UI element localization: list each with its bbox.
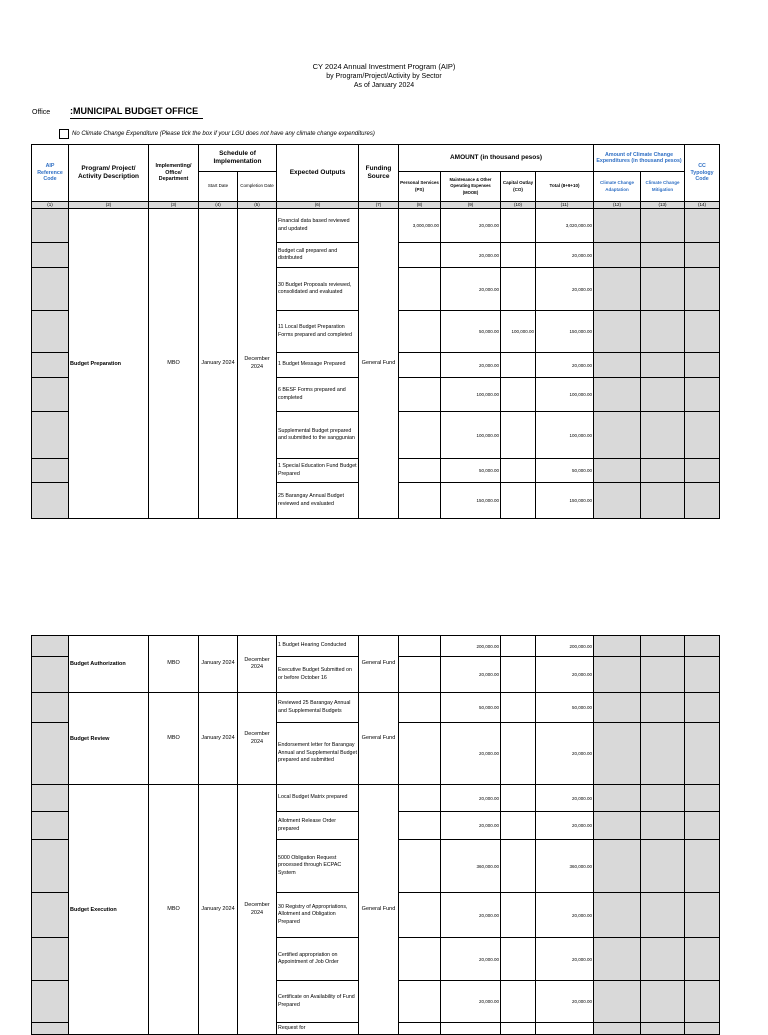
- ps-cell: [399, 412, 441, 459]
- ps-cell: [399, 893, 441, 938]
- total-cell: [536, 1023, 594, 1035]
- cc-adaptation-cell: [594, 483, 641, 519]
- total-cell: 100,000.00: [536, 412, 594, 459]
- mooe-cell: 50,000.00: [441, 311, 501, 353]
- mooe-cell: 20,000.00: [441, 353, 501, 378]
- start-date-cell: January 2024: [199, 693, 238, 785]
- ps-cell: [399, 938, 441, 981]
- ps-cell: [399, 785, 441, 812]
- cc-adaptation-cell: [594, 268, 641, 311]
- co-cell: [501, 812, 536, 840]
- col-number: (2): [69, 202, 149, 209]
- total-cell: 20,000.00: [536, 353, 594, 378]
- cc-mitigation-cell: [641, 657, 685, 693]
- cc-typology-cell: [685, 636, 720, 657]
- aip-ref-cell: [32, 1023, 69, 1035]
- cc-adaptation-cell: [594, 840, 641, 893]
- total-cell: 20,000.00: [536, 657, 594, 693]
- cc-mitigation-cell: [641, 1023, 685, 1035]
- aip-ref-cell: [32, 243, 69, 268]
- table-row: [32, 693, 720, 723]
- ps-cell: [399, 636, 441, 657]
- program-cell: Budget Execution: [69, 785, 149, 1035]
- total-cell: 200,000.00: [536, 636, 594, 657]
- cc-mitigation-cell: [641, 785, 685, 812]
- ps-cell: [399, 311, 441, 353]
- mooe-cell: 100,000.00: [441, 412, 501, 459]
- expected-output-cell: 6 BESF Forms prepared and completed: [277, 378, 359, 412]
- cc-mitigation-cell: [641, 209, 685, 243]
- expected-output-cell: Reviewed 25 Barangay Annual and Supplemental Budgets: [277, 693, 359, 723]
- col-amount: AMOUNT (in thousand pesos): [399, 145, 594, 172]
- col-aip-ref: AIP Reference Code: [32, 145, 69, 202]
- ps-cell: [399, 840, 441, 893]
- expected-output-cell: 30 Budget Proposals reviewed, consolidated and evaluated: [277, 268, 359, 311]
- aip-ref-cell: [32, 268, 69, 311]
- cc-mitigation-cell: [641, 311, 685, 353]
- aip-ref-cell: [32, 938, 69, 981]
- cc-typology-cell: [685, 209, 720, 243]
- mooe-cell: 20,000.00: [441, 723, 501, 785]
- cc-mitigation-cell: [641, 723, 685, 785]
- expected-output-cell: Budget call prepared and distributed: [277, 243, 359, 268]
- mooe-cell: 200,000.00: [441, 636, 501, 657]
- table-row: [32, 785, 720, 812]
- col-cc-adapt: Climate Change Adaptation: [594, 172, 641, 202]
- co-cell: [501, 268, 536, 311]
- total-cell: 150,000.00: [536, 311, 594, 353]
- col-number: (7): [359, 202, 399, 209]
- col-ps: Personal Services (PS): [399, 172, 441, 202]
- total-cell: 20,000.00: [536, 981, 594, 1023]
- mooe-cell: 20,000.00: [441, 657, 501, 693]
- aip-ref-cell: [32, 378, 69, 412]
- cc-typology-cell: [685, 1023, 720, 1035]
- total-cell: 20,000.00: [536, 893, 594, 938]
- co-cell: [501, 378, 536, 412]
- cc-typology-cell: [685, 938, 720, 981]
- expected-output-cell: Financial data based reviewed and updated: [277, 209, 359, 243]
- col-number: (14): [685, 202, 720, 209]
- co-cell: [501, 981, 536, 1023]
- total-cell: 150,000.00: [536, 483, 594, 519]
- cc-adaptation-cell: [594, 378, 641, 412]
- total-cell: 20,000.00: [536, 268, 594, 311]
- mooe-cell: 20,000.00: [441, 812, 501, 840]
- ps-cell: [399, 723, 441, 785]
- col-number: (4): [199, 202, 238, 209]
- ps-cell: [399, 812, 441, 840]
- cc-typology-cell: [685, 785, 720, 812]
- aip-ref-cell: [32, 893, 69, 938]
- col-completion: Completion Date: [238, 172, 277, 202]
- col-number: (13): [641, 202, 685, 209]
- total-cell: 50,000.00: [536, 459, 594, 483]
- cc-mitigation-cell: [641, 378, 685, 412]
- cc-adaptation-cell: [594, 1023, 641, 1035]
- co-cell: [501, 412, 536, 459]
- ps-cell: [399, 459, 441, 483]
- cc-typology-cell: [685, 693, 720, 723]
- aip-ref-cell: [32, 353, 69, 378]
- ps-cell: [399, 483, 441, 519]
- aip-ref-cell: [32, 459, 69, 483]
- col-number: (3): [149, 202, 199, 209]
- mooe-cell: 20,000.00: [441, 981, 501, 1023]
- total-cell: 20,000.00: [536, 723, 594, 785]
- mooe-cell: [441, 1023, 501, 1035]
- expected-output-cell: 1 Budget Message Prepared: [277, 353, 359, 378]
- col-number: (11): [536, 202, 594, 209]
- total-cell: 20,000.00: [536, 785, 594, 812]
- aip-ref-cell: [32, 723, 69, 785]
- aip-ref-cell: [32, 785, 69, 812]
- aip-ref-cell: [32, 981, 69, 1023]
- cc-adaptation-cell: [594, 938, 641, 981]
- cc-typology-cell: [685, 812, 720, 840]
- funding-source-cell: General Fund: [359, 636, 399, 693]
- aip-table-bottom: [31, 635, 720, 1035]
- aip-ref-cell: [32, 840, 69, 893]
- office-cell: MBO: [149, 209, 199, 519]
- aip-ref-cell: [32, 483, 69, 519]
- aip-ref-cell: [32, 311, 69, 353]
- co-cell: [501, 938, 536, 981]
- co-cell: [501, 483, 536, 519]
- co-cell: [501, 209, 536, 243]
- aip-table-top: [31, 144, 720, 519]
- start-date-cell: January 2024: [199, 209, 238, 519]
- cc-mitigation-cell: [641, 636, 685, 657]
- cc-adaptation-cell: [594, 812, 641, 840]
- report-as-of: As of January 2024: [353, 82, 415, 89]
- ps-cell: 3,000,000.00: [399, 209, 441, 243]
- office-label: Office: [32, 109, 51, 116]
- cc-adaptation-cell: [594, 693, 641, 723]
- cc-adaptation-cell: [594, 209, 641, 243]
- report-title: CY 2024 Annual Investment Program (AIP): [312, 62, 456, 71]
- expected-output-cell: Allotment Release Order prepared: [277, 812, 359, 840]
- cc-adaptation-cell: [594, 893, 641, 938]
- cc-typology-cell: [685, 483, 720, 519]
- total-cell: 20,000.00: [536, 938, 594, 981]
- col-number: (6): [277, 202, 359, 209]
- aip-ref-cell: [32, 412, 69, 459]
- aip-ref-cell: [32, 657, 69, 693]
- total-cell: 100,000.00: [536, 378, 594, 412]
- no-climate-change-row: [59, 129, 375, 139]
- cc-typology-cell: [685, 723, 720, 785]
- mooe-cell: 150,000.00: [441, 483, 501, 519]
- total-cell: 3,020,000.00: [536, 209, 594, 243]
- co-cell: [501, 893, 536, 938]
- col-mooe: Maintenance & Other Operating Expenses (MOOE): [441, 172, 501, 202]
- col-implementing: Implementing/ Office/ Department: [149, 145, 199, 202]
- col-number: (10): [501, 202, 536, 209]
- cc-mitigation-cell: [641, 812, 685, 840]
- cc-typology-cell: [685, 412, 720, 459]
- expected-output-cell: Executive Budget Submitted on or before October 16: [277, 657, 359, 693]
- start-date-cell: January 2024: [199, 785, 238, 1035]
- cc-adaptation-cell: [594, 657, 641, 693]
- cc-typology-cell: [685, 353, 720, 378]
- office-cell: MBO: [149, 693, 199, 785]
- funding-source-cell: General Fund: [359, 209, 399, 519]
- ps-cell: [399, 693, 441, 723]
- cc-adaptation-cell: [594, 311, 641, 353]
- cc-adaptation-cell: [594, 353, 641, 378]
- cc-adaptation-cell: [594, 636, 641, 657]
- co-cell: 100,000.00: [501, 311, 536, 353]
- report-subtitle: by Program/Project/Activity by Sector: [326, 72, 442, 80]
- cc-mitigation-cell: [641, 459, 685, 483]
- cc-mitigation-cell: [641, 693, 685, 723]
- col-schedule: Schedule of Implementation: [199, 145, 277, 172]
- program-cell: Budget Preparation: [69, 209, 149, 519]
- no-climate-change-note: No Climate Change Expenditure (Please tick the box if your LGU does not have any climate change expenditures): [72, 131, 375, 137]
- col-total: Total (8+9+10): [536, 172, 594, 202]
- mooe-cell: 20,000.00: [441, 209, 501, 243]
- ps-cell: [399, 981, 441, 1023]
- total-cell: 360,000.00: [536, 840, 594, 893]
- aip-ref-cell: [32, 209, 69, 243]
- cc-typology-cell: [685, 243, 720, 268]
- expected-output-cell: Endorsement letter for Barangay Annual and Supplemental Budget prepared and submitted: [277, 723, 359, 785]
- col-cc-mitig: Climate Change Mitigation: [641, 172, 685, 202]
- cc-mitigation-cell: [641, 243, 685, 268]
- co-cell: [501, 459, 536, 483]
- aip-ref-cell: [32, 812, 69, 840]
- table-row: [32, 636, 720, 657]
- expected-output-cell: Local Budget Matrix prepared: [277, 785, 359, 812]
- ps-cell: [399, 243, 441, 268]
- expected-output-cell: 30 Registry of Appropriations, Allotment and Obligation Prepared: [277, 893, 359, 938]
- expected-output-cell: 25 Barangay Annual Budget reviewed and evaluated: [277, 483, 359, 519]
- cc-adaptation-cell: [594, 412, 641, 459]
- expected-output-cell: 1 Budget Hearing Conducted: [277, 636, 359, 657]
- co-cell: [501, 243, 536, 268]
- cc-mitigation-cell: [641, 268, 685, 311]
- total-cell: 50,000.00: [536, 693, 594, 723]
- ps-cell: [399, 378, 441, 412]
- cc-adaptation-cell: [594, 459, 641, 483]
- cc-mitigation-cell: [641, 981, 685, 1023]
- cc-adaptation-cell: [594, 785, 641, 812]
- cc-typology-cell: [685, 459, 720, 483]
- office-cell: MBO: [149, 636, 199, 693]
- co-cell: [501, 693, 536, 723]
- co-cell: [501, 840, 536, 893]
- col-cc-typology: CC Typology Code: [685, 145, 720, 202]
- ps-cell: [399, 353, 441, 378]
- cc-typology-cell: [685, 981, 720, 1023]
- cc-mitigation-cell: [641, 412, 685, 459]
- co-cell: [501, 1023, 536, 1035]
- report-title-block: [0, 62, 768, 91]
- col-co: Capital Outlay (CO): [501, 172, 536, 202]
- cc-mitigation-cell: [641, 938, 685, 981]
- expected-output-cell: 1 Special Education Fund Budget Prepared: [277, 459, 359, 483]
- program-cell: Budget Authorization: [69, 636, 149, 693]
- cc-typology-cell: [685, 840, 720, 893]
- ps-cell: [399, 657, 441, 693]
- mooe-cell: 100,000.00: [441, 378, 501, 412]
- program-cell: Budget Review: [69, 693, 149, 785]
- col-start: Start Date: [199, 172, 238, 202]
- ps-cell: [399, 1023, 441, 1035]
- cc-typology-cell: [685, 893, 720, 938]
- expected-output-cell: Request for: [277, 1023, 359, 1035]
- col-program: Program/ Project/ Activity Description: [69, 145, 149, 202]
- mooe-cell: 50,000.00: [441, 693, 501, 723]
- mooe-cell: 20,000.00: [441, 893, 501, 938]
- col-cc-amount: Amount of Climate Change Expenditures (in thousand pesos): [594, 145, 685, 172]
- funding-source-cell: General Fund: [359, 785, 399, 1035]
- mooe-cell: 50,000.00: [441, 459, 501, 483]
- completion-date-cell: December 2024: [238, 785, 277, 1035]
- no-climate-change-checkbox[interactable]: [59, 129, 69, 139]
- cc-typology-cell: [685, 268, 720, 311]
- total-cell: 20,000.00: [536, 812, 594, 840]
- completion-date-cell: December 2024: [238, 693, 277, 785]
- col-number: (5): [238, 202, 277, 209]
- expected-output-cell: Certified appropriation on Appointment of Job Order: [277, 938, 359, 981]
- mooe-cell: 20,000.00: [441, 785, 501, 812]
- ps-cell: [399, 268, 441, 311]
- cc-mitigation-cell: [641, 353, 685, 378]
- co-cell: [501, 636, 536, 657]
- funding-source-cell: General Fund: [359, 693, 399, 785]
- cc-typology-cell: [685, 378, 720, 412]
- cc-adaptation-cell: [594, 723, 641, 785]
- col-number: (1): [32, 202, 69, 209]
- cc-typology-cell: [685, 657, 720, 693]
- mooe-cell: 20,000.00: [441, 268, 501, 311]
- cc-typology-cell: [685, 311, 720, 353]
- column-number-row: [32, 202, 720, 209]
- cc-mitigation-cell: [641, 893, 685, 938]
- expected-output-cell: 5000 Obligation Request processed through ECPAC System: [277, 840, 359, 893]
- cc-mitigation-cell: [641, 840, 685, 893]
- aip-ref-cell: [32, 636, 69, 657]
- office-value: :MUNICIPAL BUDGET OFFICE: [70, 106, 203, 119]
- mooe-cell: 20,000.00: [441, 938, 501, 981]
- co-cell: [501, 657, 536, 693]
- cc-adaptation-cell: [594, 243, 641, 268]
- expected-output-cell: 11 Local Budget Preparation Forms prepared and completed: [277, 311, 359, 353]
- total-cell: 20,000.00: [536, 243, 594, 268]
- completion-date-cell: December 2024: [238, 209, 277, 519]
- cc-mitigation-cell: [641, 483, 685, 519]
- col-outputs: Expected Outputs: [277, 145, 359, 202]
- co-cell: [501, 723, 536, 785]
- aip-ref-cell: [32, 693, 69, 723]
- table-row: [32, 209, 720, 243]
- mooe-cell: 20,000.00: [441, 243, 501, 268]
- co-cell: [501, 785, 536, 812]
- cc-adaptation-cell: [594, 981, 641, 1023]
- start-date-cell: January 2024: [199, 636, 238, 693]
- expected-output-cell: Certificate on Availability of Fund Prepared: [277, 981, 359, 1023]
- expected-output-cell: Supplemental Budget prepared and submitted to the sanggunian: [277, 412, 359, 459]
- col-funding: Funding Source: [359, 145, 399, 202]
- col-number: (12): [594, 202, 641, 209]
- co-cell: [501, 353, 536, 378]
- mooe-cell: 360,000.00: [441, 840, 501, 893]
- office-cell: MBO: [149, 785, 199, 1035]
- col-number: (8): [399, 202, 441, 209]
- completion-date-cell: December 2024: [238, 636, 277, 693]
- col-number: (9): [441, 202, 501, 209]
